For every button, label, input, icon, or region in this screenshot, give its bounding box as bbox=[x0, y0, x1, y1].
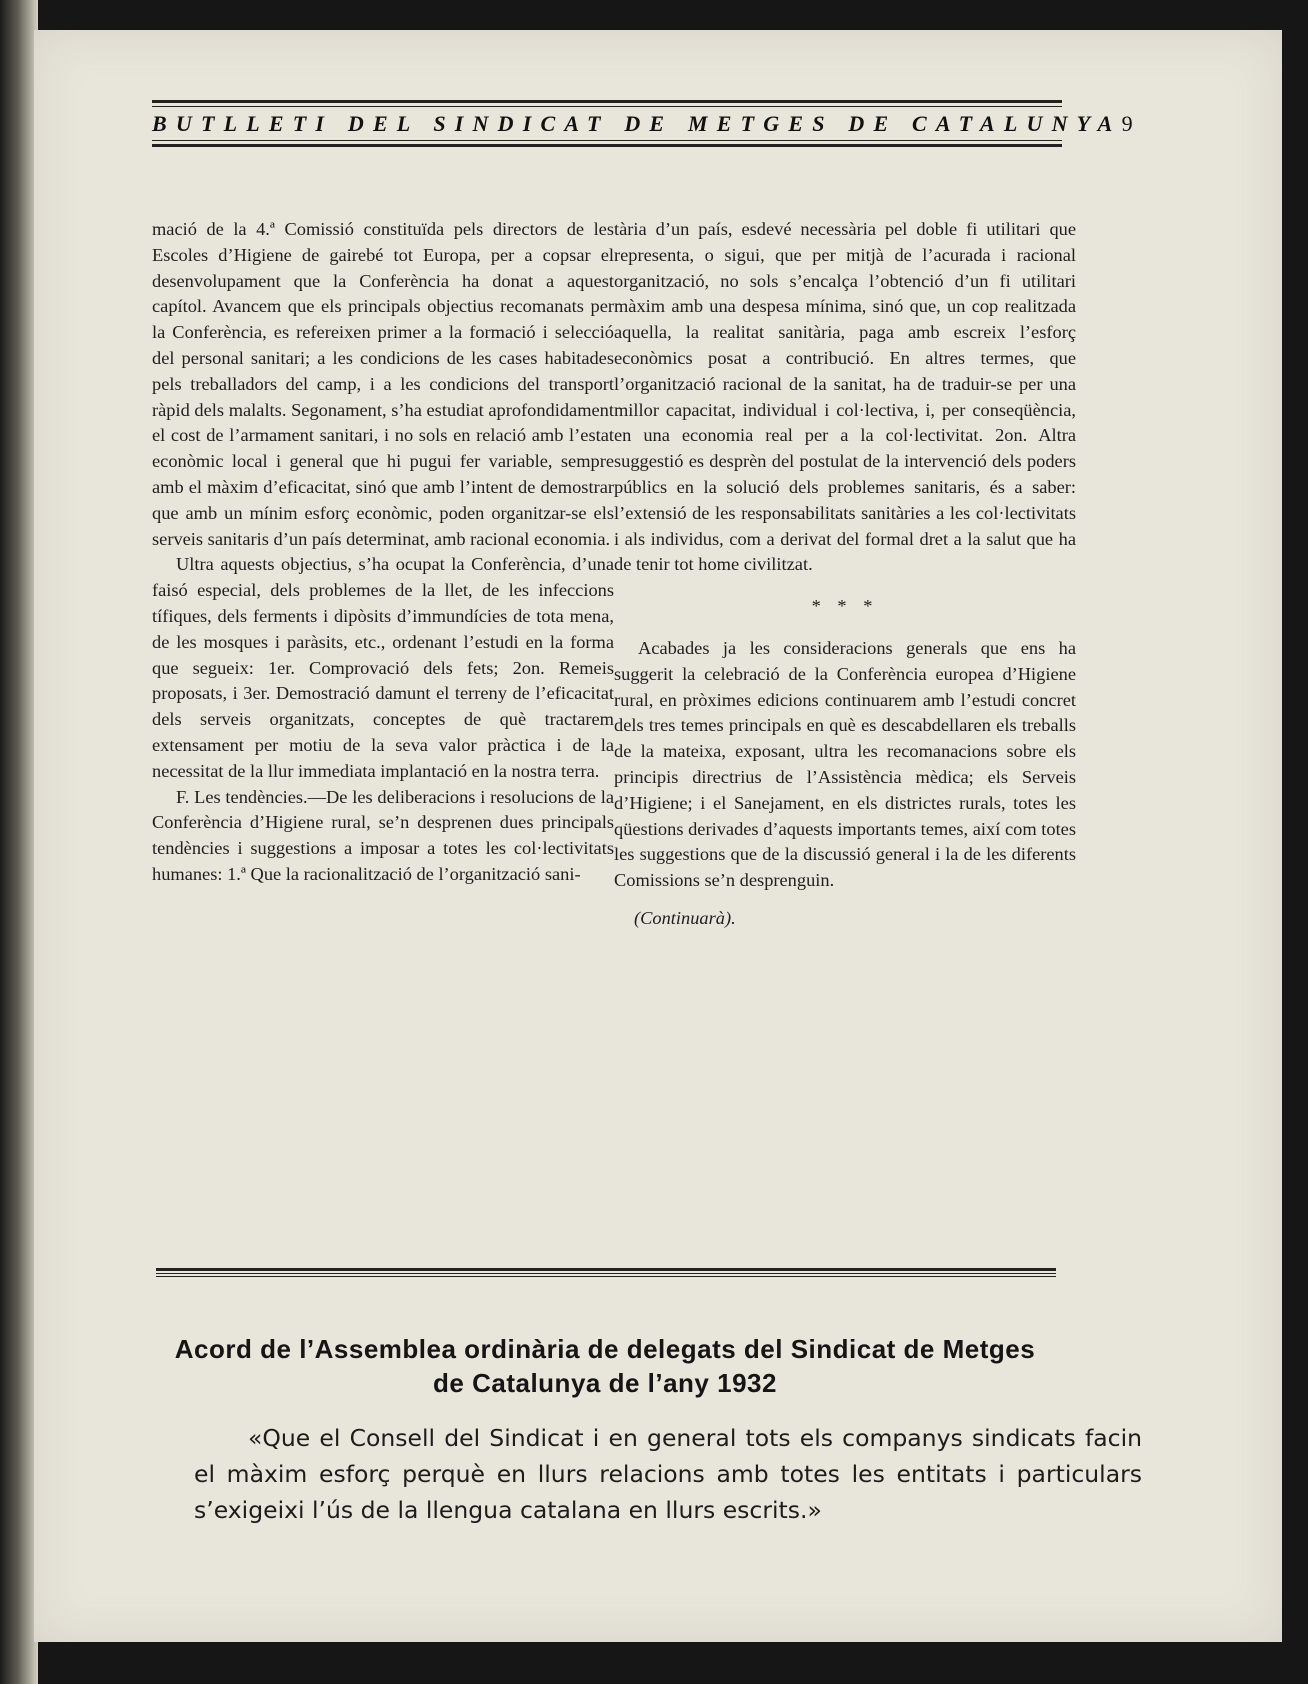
resolution-text: «Que el Consell del Sindicat i en general tots els companys sindicats facin el màxim esforç perquè en llurs relacions amb totes les entitats i particulars s’exigeixi l’ús de la llengua catalana en llurs escrits.» bbox=[194, 1424, 1142, 1524]
journal-title: BUTLLETI DEL SINDICAT DE METGES DE CATALUNYA bbox=[152, 111, 1122, 136]
right-paragraph-2: Acabades ja les consideracions generals que ens ha suggerit la celebració de la Conferència europea d’Higiene rural, en pròximes edicions continuarem amb l’estudi concret dels tres temes principals en què es descabdellaren els treballs de la mateixa, exposant, ultra les recomanacions sobre els principis directrius de l’Assistència mèdica; els Serveis d’Higiene; i el Sanejament, en els districtes rurals, totes les qüestions derivades d’aquests importants temes, així com totes les suggestions que de la discussió general i la de les diferents Comissions se’n desprenguin. bbox=[614, 637, 1076, 891]
header-bottom-rule bbox=[152, 140, 1062, 141]
divider-line-thin-2 bbox=[156, 1276, 1056, 1277]
page-number: 9 bbox=[1121, 111, 1133, 136]
book-spine bbox=[0, 0, 38, 1684]
continued-note: (Continuarà). bbox=[634, 907, 736, 928]
section-break-stars: * * * bbox=[811, 596, 879, 617]
running-header bbox=[152, 100, 1133, 141]
right-paragraph-1: tària d’un país, esdevé necessària pel doble fi utilitari que representa, o sigui, que per mitjà de l’acurada i racional organització, no sols s’encalça l’obtenció d’un fi utilitari màxim amb una despesa mínima, sinó que, un cop realitzada aquella, la realitat sanitària, paga amb escreix l’esforç econòmics posat a contribució. En altres termes, que l’organització racional de la sanitat, ha de traduir-se per una millor capacitat, individual i col·lectiva, i, per conseqüència, en una economia real per a la col·lectivitat. 2on. Altra suggestió es desprèn del postulat de la intervenció dels poders públics en la solució dels problemes sanitaris, és a saber: l’extensió de les responsabilitats sanitàries a les col·lectivitats i als individus, com a derivat del formal dret a la salut que ha de tenir tot home civilitzat. bbox=[614, 219, 1076, 575]
right-column bbox=[614, 217, 1076, 932]
resolution-heading bbox=[150, 1332, 1060, 1400]
resolution-heading-line-1: Acord de l’Assemblea ordinària de delegats del Sindicat de Metges bbox=[174, 1334, 1036, 1364]
divider-line-thin bbox=[156, 1273, 1056, 1274]
left-paragraph-2: Ultra aquests objectius, s’ha ocupat la Conferència, d’una faisó especial, dels problemes de la llet, de les infeccions tífiques, dels ferments i dipòsits d’immundícies de tota mena, de les mosques i paràsits, etc., ordenant l’estudi en la forma que segueix: 1er. Comprovació dels fets; 2on. Remeis proposats, i 3er. Demostració damunt el terreny de l’eficacitat dels serveis organitzats, conceptes de què tractarem extensament per motiu de la seva valor pràctica i de la necessitat de la llur immediata implantació en la nostra terra. bbox=[152, 554, 614, 781]
resolution-heading-line-2: de Catalunya de l’any 1932 bbox=[433, 1368, 777, 1398]
header-row bbox=[152, 103, 1133, 140]
left-paragraph-3: F. Les tendències.—De les deliberacions i resolucions de la Conferència d’Higiene rural, se’n desprenen dues principals tendències i suggestions a imposar a totes les col·lectivitats humanes: 1.ª Que la racionalització de l’organització sani- bbox=[152, 786, 614, 884]
header-top-rule bbox=[152, 100, 1062, 103]
divider-line-thick bbox=[156, 1268, 1056, 1271]
left-paragraph-1: mació de la 4.ª Comissió constituïda pels directors de les Escoles d’Higiene de gairebé tot Europa, per a copsar el desenvolupament que la Conferència ha donat a aquest capítol. Avancem que els principals objectius recomanats per la Conferència, es refereixen primer a la formació i selecció del personal sanitari; a les condicions de les cases habitades pels treballadors del camp, i a les condicions del transport ràpid dels malalts. Segonament, s’ha estudiat aprofondidament el cost de l’armament sanitari, i no sols en relació amb l’estat econòmic local i general que hi pugui fer variable, sempre amb el màxim d’eficacitat, sinó que amb l’intent de demostrar que amb un mínim esforç econòmic, poden organitzar-se els serveis sanitaris d’un país determinat, amb racional economia. bbox=[152, 219, 614, 549]
section-divider-rule bbox=[156, 1268, 1056, 1277]
left-column bbox=[152, 217, 614, 888]
